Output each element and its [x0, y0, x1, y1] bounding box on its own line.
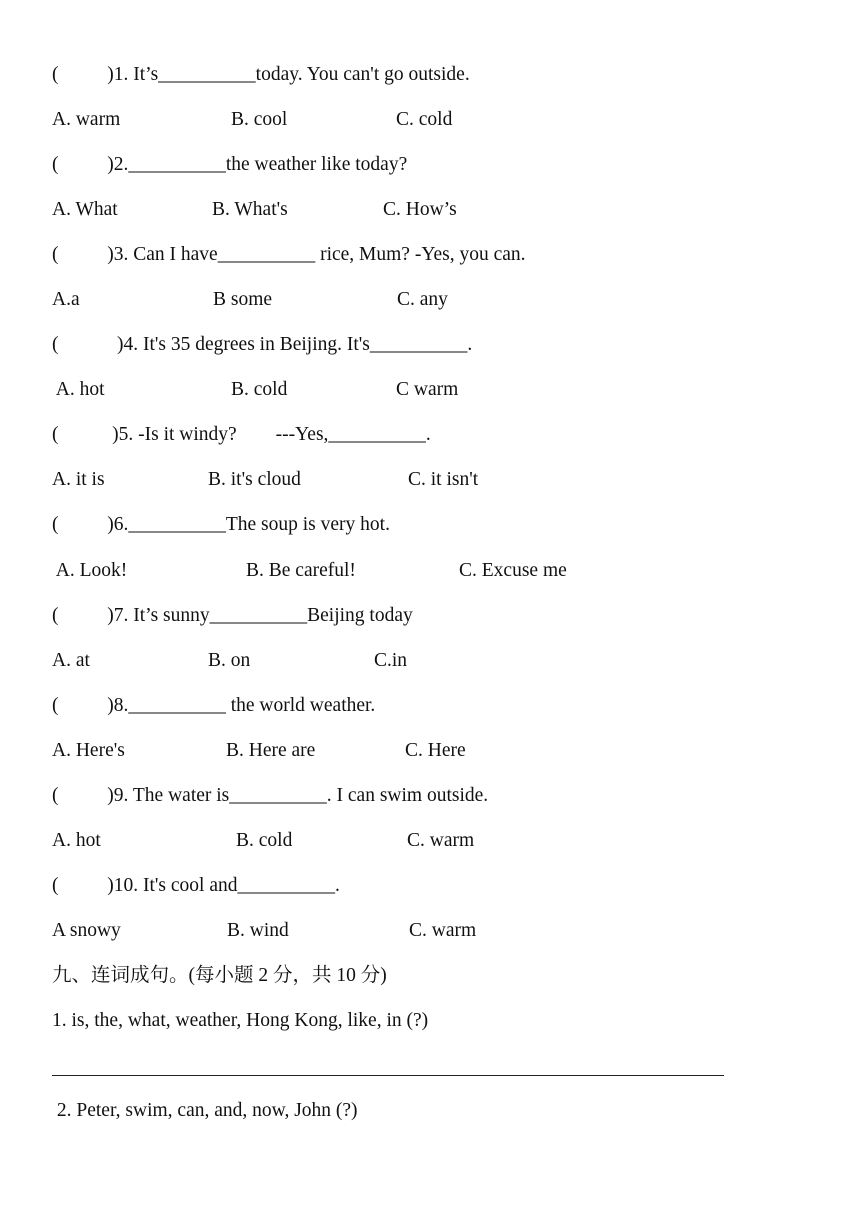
- question-2-option-b: B. What's: [212, 199, 288, 220]
- question-8-option-b: B. Here are: [226, 740, 316, 761]
- question-9-option-c: C. warm: [407, 830, 475, 851]
- question-10-stem: ( )10. It's cool and__________.: [52, 875, 340, 896]
- question-4-option-a: A. hot: [52, 379, 105, 400]
- question-7-option-b: B. on: [208, 650, 251, 671]
- question-3-option-b: B some: [213, 289, 273, 310]
- question-5-option-a: A. it is: [52, 469, 105, 490]
- question-10-option-c: C. warm: [409, 920, 477, 941]
- question-8-option-c: C. Here: [405, 740, 466, 761]
- question-5-option-c: C. it isn't: [408, 469, 479, 490]
- question-9-stem: ( )9. The water is__________. I can swim outside.: [52, 785, 489, 806]
- question-7-stem: ( )7. It’s sunny__________Beijing today: [52, 605, 413, 626]
- question-1-option-a: A. warm: [52, 109, 121, 130]
- question-10-option-a: A snowy: [52, 920, 121, 941]
- question-10-option-b: B. wind: [227, 920, 289, 941]
- question-6-stem: ( )6.__________The soup is very hot.: [52, 514, 390, 535]
- question-5-option-b: B. it's cloud: [208, 469, 301, 490]
- answer-line: [52, 1075, 724, 1076]
- question-4-stem: ( )4. It's 35 degrees in Beijing. It's__________.: [52, 334, 473, 355]
- question-6-option-c: C. Excuse me: [459, 560, 567, 581]
- question-9-option-b: B. cold: [236, 830, 293, 851]
- question-8-stem: ( )8.__________ the world weather.: [52, 695, 376, 716]
- question-1-option-b: B. cool: [231, 109, 288, 130]
- question-1-stem: ( )1. It’s__________today. You can't go outside.: [52, 64, 470, 85]
- question-9-option-a: A. hot: [52, 830, 101, 851]
- question-7-option-a: A. at: [52, 650, 90, 671]
- reorder-item-2: 2. Peter, swim, can, and, now, John (?): [52, 1100, 358, 1121]
- question-2-stem: ( )2.__________the weather like today?: [52, 154, 408, 175]
- question-8-option-a: A. Here's: [52, 740, 125, 761]
- question-2-option-c: C. How’s: [383, 199, 457, 220]
- question-3-option-a: A.a: [52, 289, 80, 310]
- reorder-item-1: 1. is, the, what, weather, Hong Kong, like, in (?): [52, 1010, 429, 1031]
- question-4-option-b: B. cold: [231, 379, 288, 400]
- question-1-option-c: C. cold: [396, 109, 453, 130]
- question-7-option-c: C.in: [374, 650, 408, 671]
- question-2-option-a: A. What: [52, 199, 118, 220]
- question-6-option-a: A. Look!: [52, 560, 128, 581]
- question-4-option-c: C warm: [396, 379, 459, 400]
- question-5-stem: ( )5. -Is it windy? ---Yes,__________.: [52, 424, 431, 445]
- question-6-option-b: B. Be careful!: [246, 560, 356, 581]
- question-3-option-c: C. any: [397, 289, 448, 310]
- question-3-stem: ( )3. Can I have__________ rice, Mum? -Yes, you can.: [52, 244, 526, 265]
- section-heading: 九、连词成句。(每小题 2 分，共 10 分): [52, 965, 387, 986]
